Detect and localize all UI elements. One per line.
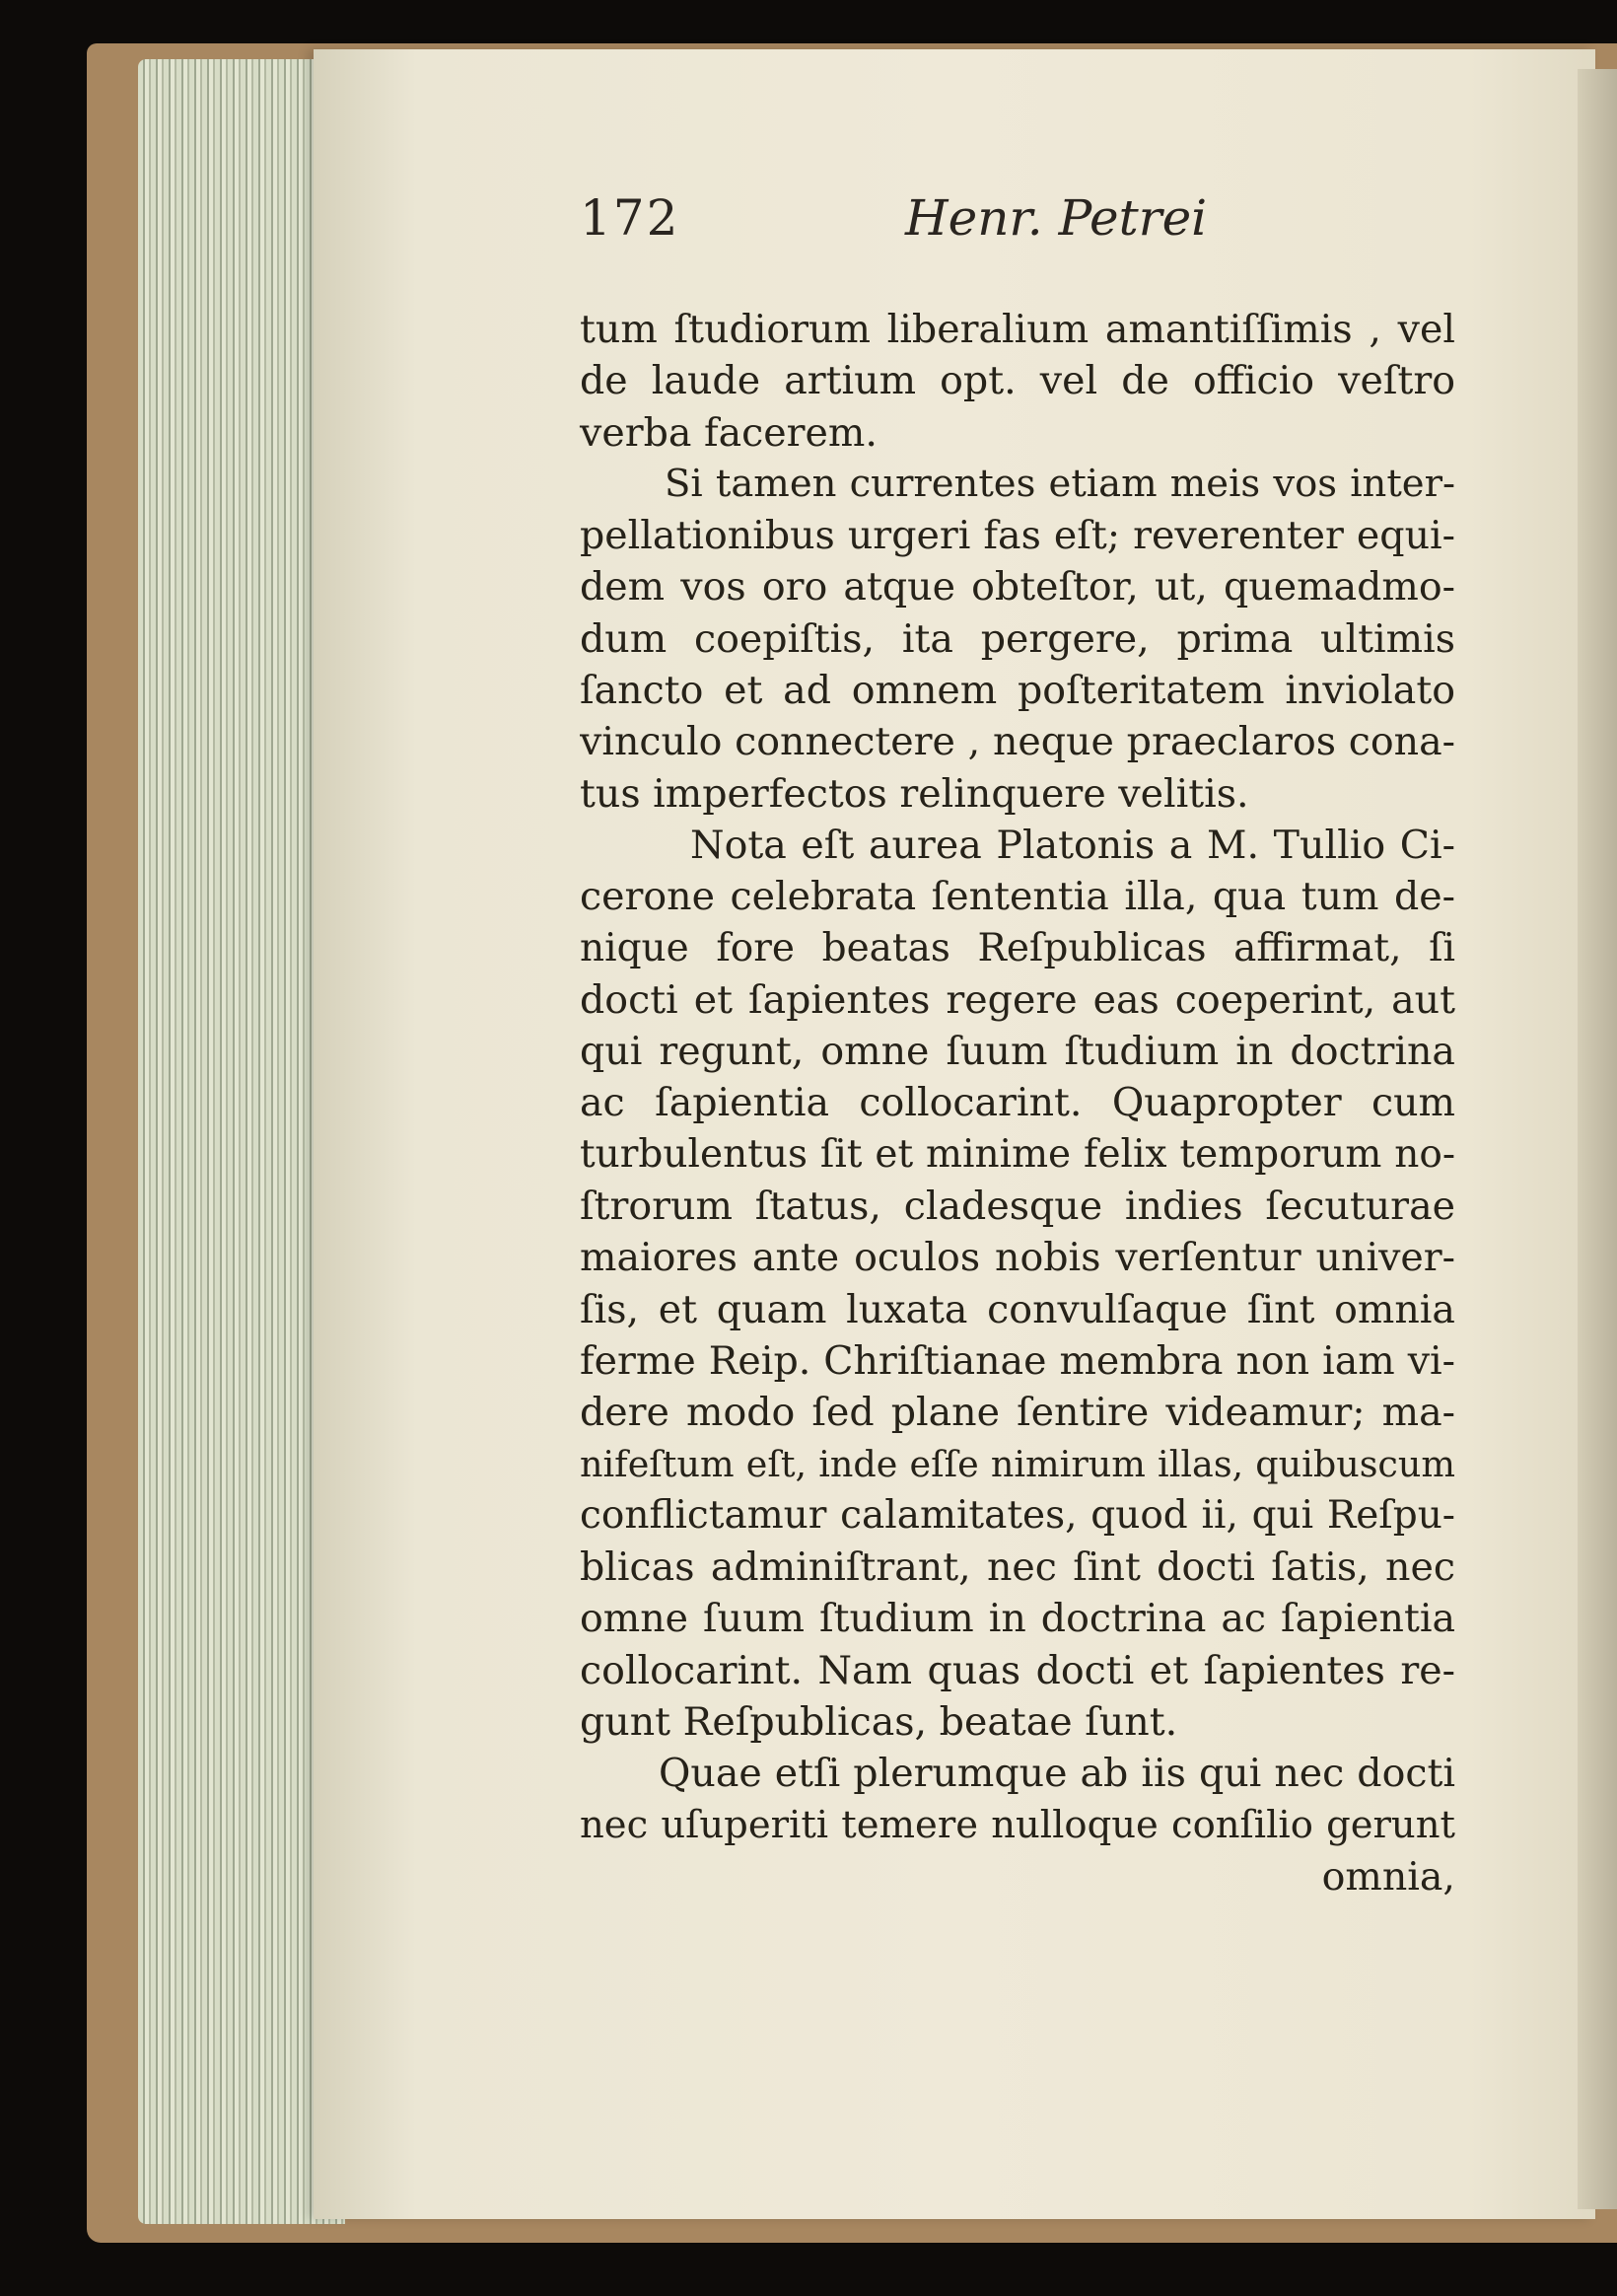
text-line: conflictamur calamitates, quod ii, qui Reſpu- xyxy=(580,1492,1455,1538)
text-line: dem vos oro atque obteſtor, ut, quemadmo- xyxy=(580,564,1455,610)
text-line: ferme Reip. Chriſtianae membra non iam vi- xyxy=(580,1337,1455,1384)
text-line: ſtrorum ſtatus, cladesque indies ſecuturae xyxy=(580,1184,1455,1230)
body-text xyxy=(580,304,1455,1902)
text-line: dum coepiſtis, ita pergere, prima ultimis xyxy=(580,615,1455,662)
text-line: Quae etſi plerumque ab iis qui nec docti xyxy=(659,1751,1455,1797)
text-line: ſis, et quam luxata convulſaque ſint omnia xyxy=(580,1286,1455,1332)
page-number: 172 xyxy=(580,189,680,247)
text-line: pellationibus urgeri fas eſt; reverenter equi- xyxy=(580,513,1455,559)
text-line: tum ſtudiorum liberalium amantiſſimis , vel xyxy=(580,307,1455,352)
facing-page-edge xyxy=(1578,69,1617,2209)
text-line: Nota eſt aurea Platonis a M. Tullio Ci- xyxy=(690,822,1455,868)
catchword: omnia, xyxy=(1321,1853,1455,1900)
text-line: Si tamen currentes etiam meis vos inter- xyxy=(665,461,1455,506)
text-line: maiores ante oculos nobis verſentur univer- xyxy=(580,1235,1455,1281)
text-line: ac ſapientia collocarint. Quapropter cum xyxy=(580,1080,1455,1126)
text-line: cerone celebrata ſententia illa, qua tum de- xyxy=(580,874,1455,920)
text-line: nec uſuperiti temere nulloque conſilio gerunt xyxy=(580,1802,1455,1847)
text-line: blicas adminiſtrant, nec ſint docti ſatis, nec xyxy=(580,1544,1455,1591)
text-line: turbulentus ſit et minime felix temporum no- xyxy=(580,1131,1455,1177)
text-line: nique fore beatas Reſpublicas affirmat, ſi xyxy=(580,925,1455,970)
text-line: nifeſtum eſt, inde eſſe nimirum illas, quibuscum xyxy=(580,1442,1455,1485)
running-title: Henr. Petrei xyxy=(905,189,1208,247)
text-line: collocarint. Nam quas docti et ſapientes re- xyxy=(580,1647,1455,1693)
text-line: docti et ſapientes regere eas coeperint, aut xyxy=(580,976,1455,1023)
text-line: dere modo ſed plane ſentire videamur; ma- xyxy=(580,1390,1455,1436)
text-line: verba facerem. xyxy=(580,409,878,456)
text-line: vinculo connectere , neque praeclaros cona- xyxy=(580,719,1455,765)
text-line: qui regunt, omne ſuum ſtudium in doctrina xyxy=(580,1029,1455,1075)
text-line: gunt Reſpublicas, beatae ſunt. xyxy=(580,1699,1178,1746)
page-header xyxy=(580,189,1467,258)
text-line: tus imperfectos relinquere velitis. xyxy=(580,770,1249,817)
text-line: ſancto et ad omnem poſteritatem inviolato xyxy=(580,668,1455,714)
text-line: omne ſuum ſtudium in doctrina ac ſapientia xyxy=(580,1596,1455,1642)
text-line: de laude artium opt. vel de officio veſtro xyxy=(580,358,1455,404)
